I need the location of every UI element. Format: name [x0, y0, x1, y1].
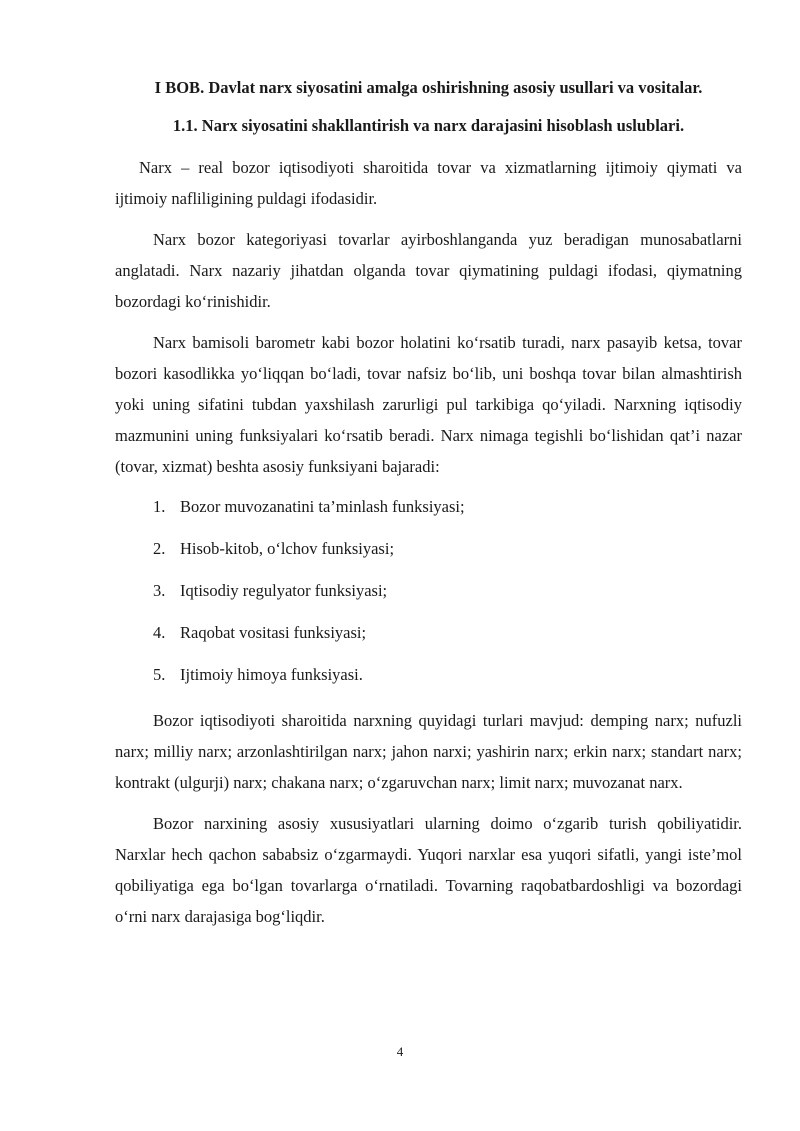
page-number: 4 — [396, 1044, 404, 1059]
list-item-number: 5. — [153, 665, 166, 684]
list-item — [153, 621, 742, 645]
list-item-text: Raqobat vositasi funksiyasi; — [180, 623, 367, 642]
list-item-text: Hisob-kitob, o‘lchov funksiyasi; — [180, 539, 395, 558]
list-item-number: 4. — [153, 623, 166, 642]
paragraph-market-price: Bozor narxining asosiy xususiyatlari ularning doimo o‘zgarib turish qobiliyatidir. Narxlar hech qachon sababsiz o‘zgarmaydi. Yuqori narxlar esa yuqori sifatli, yangi iste’mol qobiliyatiga ega bo‘lgan tovarlarga o‘rnatiladi. Tovarning raqobatbardoshligi va bozordagi o‘rni narx darajasiga bog‘liqdir. — [115, 814, 742, 926]
list-item-number: 3. — [153, 581, 166, 600]
list-item-text: Ijtimoiy himoya funksiyasi. — [180, 665, 363, 684]
paragraph-barometer: Narx bamisoli barometr kabi bozor holatini ko‘rsatib turadi, narx pasayib ketsa, tovar bozori kasodlikka yo‘liqqan bo‘ladi, tovar nafsiz bo‘lib, uni boshqa tovar bilan almashtirish yoki uning sifatini tubdan yaxshilash zarurligi pul tarkibiga qo‘yiladi. Narxning iqtisodiy mazmunini uning funksiyalari ko‘rsatib beradi. Narx nimaga tegishli bo‘lishidan qat’i nazar (tovar, xizmat) beshta asosiy funksiyani bajaradi: — [115, 333, 742, 476]
list-item-number: 2. — [153, 539, 166, 558]
section-title: 1.1. Narx siyosatini shakllantirish va narx darajasini hisoblash uslublari. — [172, 116, 685, 135]
list-item — [153, 495, 742, 519]
list-item — [153, 579, 742, 603]
list-item — [153, 537, 742, 561]
list-item-number: 1. — [153, 497, 166, 516]
document-page — [115, 76, 742, 932]
list-item — [153, 663, 742, 687]
paragraph-category: Narx bozor kategoriyasi tovarlar ayirboshlanganda yuz beradigan munosabatlarni anglatadi. Narx nazariy jihatdan olganda tovar qiymatining puldagi ifodasi, qiymatning bozordagi ko‘rinishidir. — [115, 230, 742, 311]
paragraph-definition: Narx – real bozor iqtisodiyoti sharoitida tovar va xizmatlarning ijtimoiy qiymati va ijtimoiy nafliligining puldagi ifodasidir. — [115, 158, 742, 208]
list-item-text: Iqtisodiy regulyator funksiyasi; — [180, 581, 388, 600]
list-item-text: Bozor muvozanatini ta’minlash funksiyasi; — [180, 497, 465, 516]
chapter-title: I BOB. Davlat narx siyosatini amalga oshirishning asosiy usullari va vositalar. — [154, 78, 703, 97]
paragraph-price-types: Bozor iqtisodiyoti sharoitida narxning quyidagi turlari mavjud: demping narx; nufuzli narx; milliy narx; arzonlashtirilgan narx; jahon narxi; yashirin narx; erkin narx; standart narx; kontrakt (ulgurji) narx; chakana narx; o‘zgaruvchan narx; limit narx; muvozanat narx. — [115, 711, 742, 792]
functions-list — [115, 495, 742, 687]
